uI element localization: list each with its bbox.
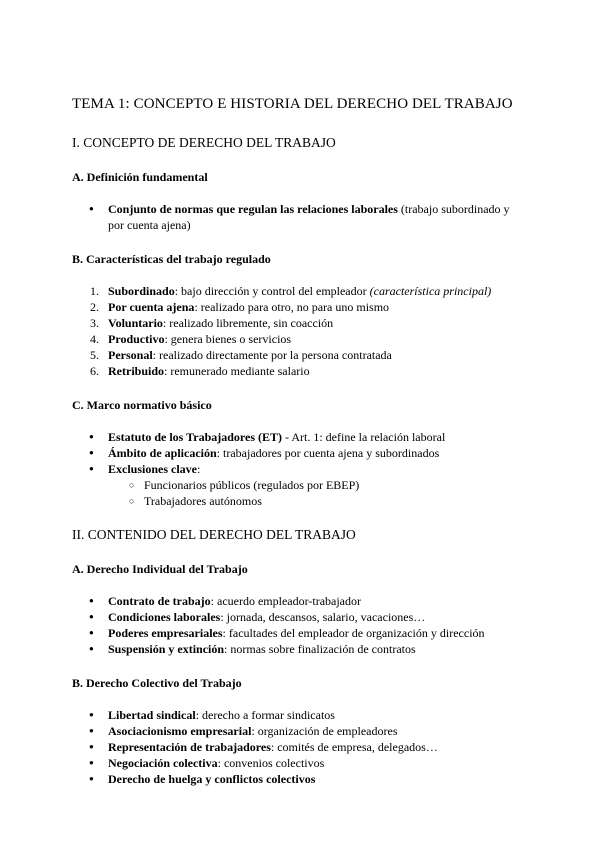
section-heading-concepto: I. CONCEPTO DE DERECHO DEL TRABAJO [72,135,336,150]
list-item: 4. Productivo: genera bienes o servicios [90,332,292,346]
marco-normativo-list [72,429,528,509]
list-item: ● Poderes empresariales: facultades del empleador de organización y dirección [72,625,528,641]
sublist-item: ○ Funcionarios públicos (regulados por EBEP) [72,477,528,493]
exclusiones-sublist [108,477,528,509]
subsection-heading-caracteristicas: B. Características del trabajo regulado [72,252,271,266]
list-item: 1. Subordinado: bajo dirección y control del empleador (característica principal) [90,284,492,298]
caracteristicas-list [72,283,528,379]
list-item: ● Asociacionismo empresarial: organización de empleadores [72,723,528,739]
list-item: ● Conjunto de normas que regulan las relaciones laborales (trabajo subordinado y por cuenta ajena) [72,201,528,233]
list-item: ● Negociación colectiva: convenios colectivos [72,755,528,771]
list-item: ● Contrato de trabajo: acuerdo empleador-trabajador [72,593,528,609]
colectivo-list [72,707,528,787]
list-item: ● Representación de trabajadores: comités de empresa, delegados… [72,739,528,755]
list-item: ● Suspensión y extinción: normas sobre finalización de contratos [72,641,528,657]
list-item: ● Exclusiones clave: ○ Funcionarios públicos (regulados por EBEP) ○ Trabajadores autónomos [72,461,528,509]
list-item: ● Estatuto de los Trabajadores (ET) - Art. 1: define la relación laboral [72,429,528,445]
subsection-heading-marco-normativo: C. Marco normativo básico [72,398,212,412]
list-item: ● Libertad sindical: derecho a formar sindicatos [72,707,528,723]
list-item: 2. Por cuenta ajena: realizado para otro, no para uno mismo [90,300,390,314]
list-item: 5. Personal: realizado directamente por la persona contratada [90,348,392,362]
sublist-item: ○ Trabajadores autónomos [72,493,528,509]
list-item: ● Condiciones laborales: jornada, descansos, salario, vacaciones… [72,609,528,625]
subsection-heading-definicion: A. Definición fundamental [72,170,208,184]
section-heading-contenido: II. CONTENIDO DEL DERECHO DEL TRABAJO [72,527,356,542]
list-item: ● Ámbito de aplicación: trabajadores por cuenta ajena y subordinados [72,445,528,461]
definicion-list [72,201,528,233]
subsection-heading-colectivo: B. Derecho Colectivo del Trabajo [72,676,242,690]
subsection-heading-individual: A. Derecho Individual del Trabajo [72,562,248,576]
list-item: 6. Retribuido: remunerado mediante salario [90,364,310,378]
document-title: TEMA 1: CONCEPTO E HISTORIA DEL DERECHO DEL TRABAJO [72,96,513,112]
individual-list [72,593,528,657]
list-item: 3. Voluntario: realizado libremente, sin coacción [90,316,334,330]
list-item: ● Derecho de huelga y conflictos colectivos [72,771,528,787]
